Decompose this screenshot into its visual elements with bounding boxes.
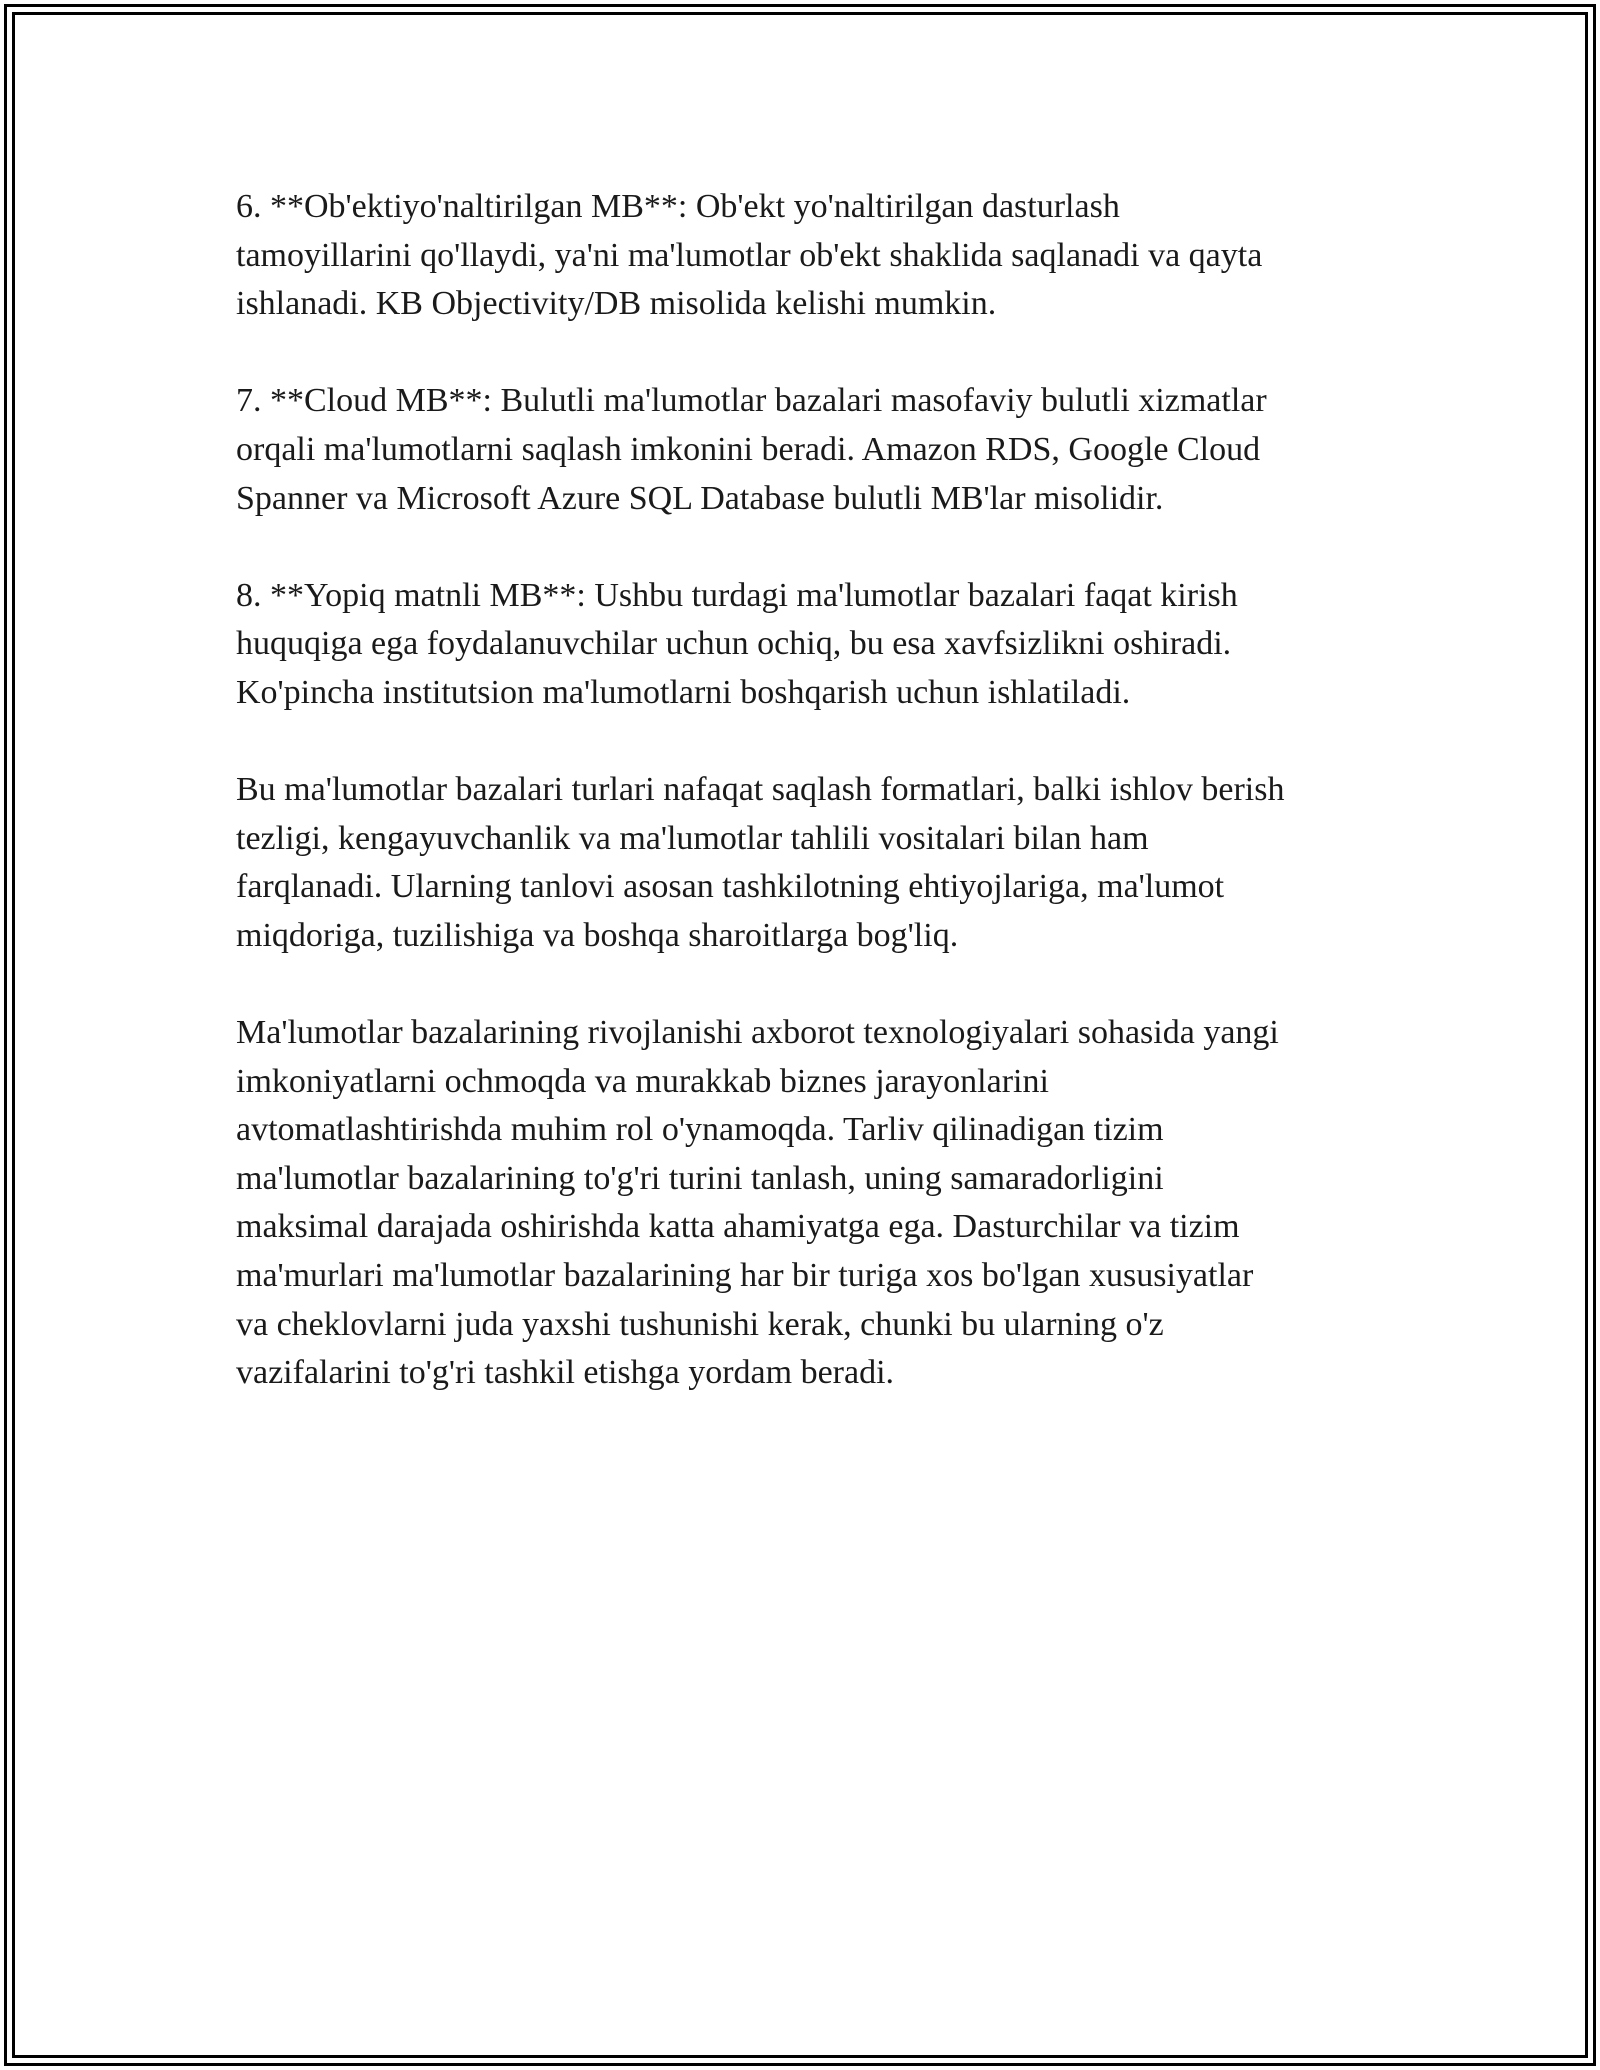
text-line: orqali ma'lumotlarni saqlash imkonini beradi. Amazon RDS, Google Cloud — [236, 430, 1261, 468]
text-line: 6. **Ob'ektiyo'naltirilgan MB**: Ob'ekt yo'naltirilgan dasturlash — [236, 188, 1120, 225]
text-line: imkoniyatlarni ochmoqda va murakkab biznes jarayonlarini — [236, 1062, 1049, 1100]
paragraph-item-8 — [236, 572, 1386, 718]
paragraph-item-7 — [236, 377, 1386, 523]
text-line: Bu ma'lumotlar bazalari turlari nafaqat saqlash formatlari, balki ishlov berish — [236, 771, 1285, 809]
text-line: maksimal darajada oshirishda katta ahamiyatga ega. Dasturchilar va tizim — [236, 1208, 1240, 1246]
text-line: Ma'lumotlar bazalarining rivojlanishi axborot texnologiyalari sohasida yangi — [236, 1014, 1279, 1052]
text-line: Spanner va Microsoft Azure SQL Database bulutli MB'lar misolidir. — [236, 479, 1164, 517]
text-line: avtomatlashtirishda muhim rol o'ynamoqda. Tarliv qilinadigan tizim — [236, 1111, 1164, 1149]
document-body — [236, 183, 1386, 1446]
text-line: 7. **Cloud MB**: Bulutli ma'lumotlar bazalari masofaviy bulutli xizmatlar — [236, 382, 1267, 420]
paragraph-summary — [236, 766, 1386, 960]
text-line: tezligi, kengayuvchanlik va ma'lumotlar tahlili vositalari bilan ham — [236, 819, 1149, 857]
paragraph-conclusion — [236, 1009, 1386, 1398]
text-line: vazifalarini to'g'ri tashkil etishga yordam beradi. — [236, 1354, 895, 1392]
text-line: va cheklovlarni juda yaxshi tushunishi kerak, chunki bu ularning o'z — [236, 1305, 1164, 1343]
text-line: miqdoriga, tuzilishiga va boshqa sharoitlarga bog'liq. — [236, 916, 959, 954]
text-line: ma'lumotlar bazalarining to'g'ri turini tanlash, uning samaradorligini — [236, 1159, 1164, 1197]
text-line: huquqiga ega foydalanuvchilar uchun ochiq, bu esa xavfsizlikni oshiradi. — [236, 625, 1232, 663]
text-line: farqlanadi. Ularning tanlovi asosan tashkilotning ehtiyojlariga, ma'lumot — [236, 868, 1225, 906]
paragraph-item-6 — [236, 183, 1386, 329]
text-line: tamoyillarini qo'llaydi, ya'ni ma'lumotlar ob'ekt shaklida saqlanadi va qayta — [236, 236, 1263, 274]
text-line: Ko'pincha institutsion ma'lumotlarni boshqarish uchun ishlatiladi. — [236, 673, 1131, 711]
text-line: 8. **Yopiq matnli MB**: Ushbu turdagi ma'lumotlar bazalari faqat kirish — [236, 576, 1238, 614]
text-line: ishlanadi. KB Objectivity/DB misolida kelishi mumkin. — [236, 285, 997, 323]
text-line: ma'murlari ma'lumotlar bazalarining har bir turiga xos bo'lgan xususiyatlar — [236, 1257, 1254, 1295]
